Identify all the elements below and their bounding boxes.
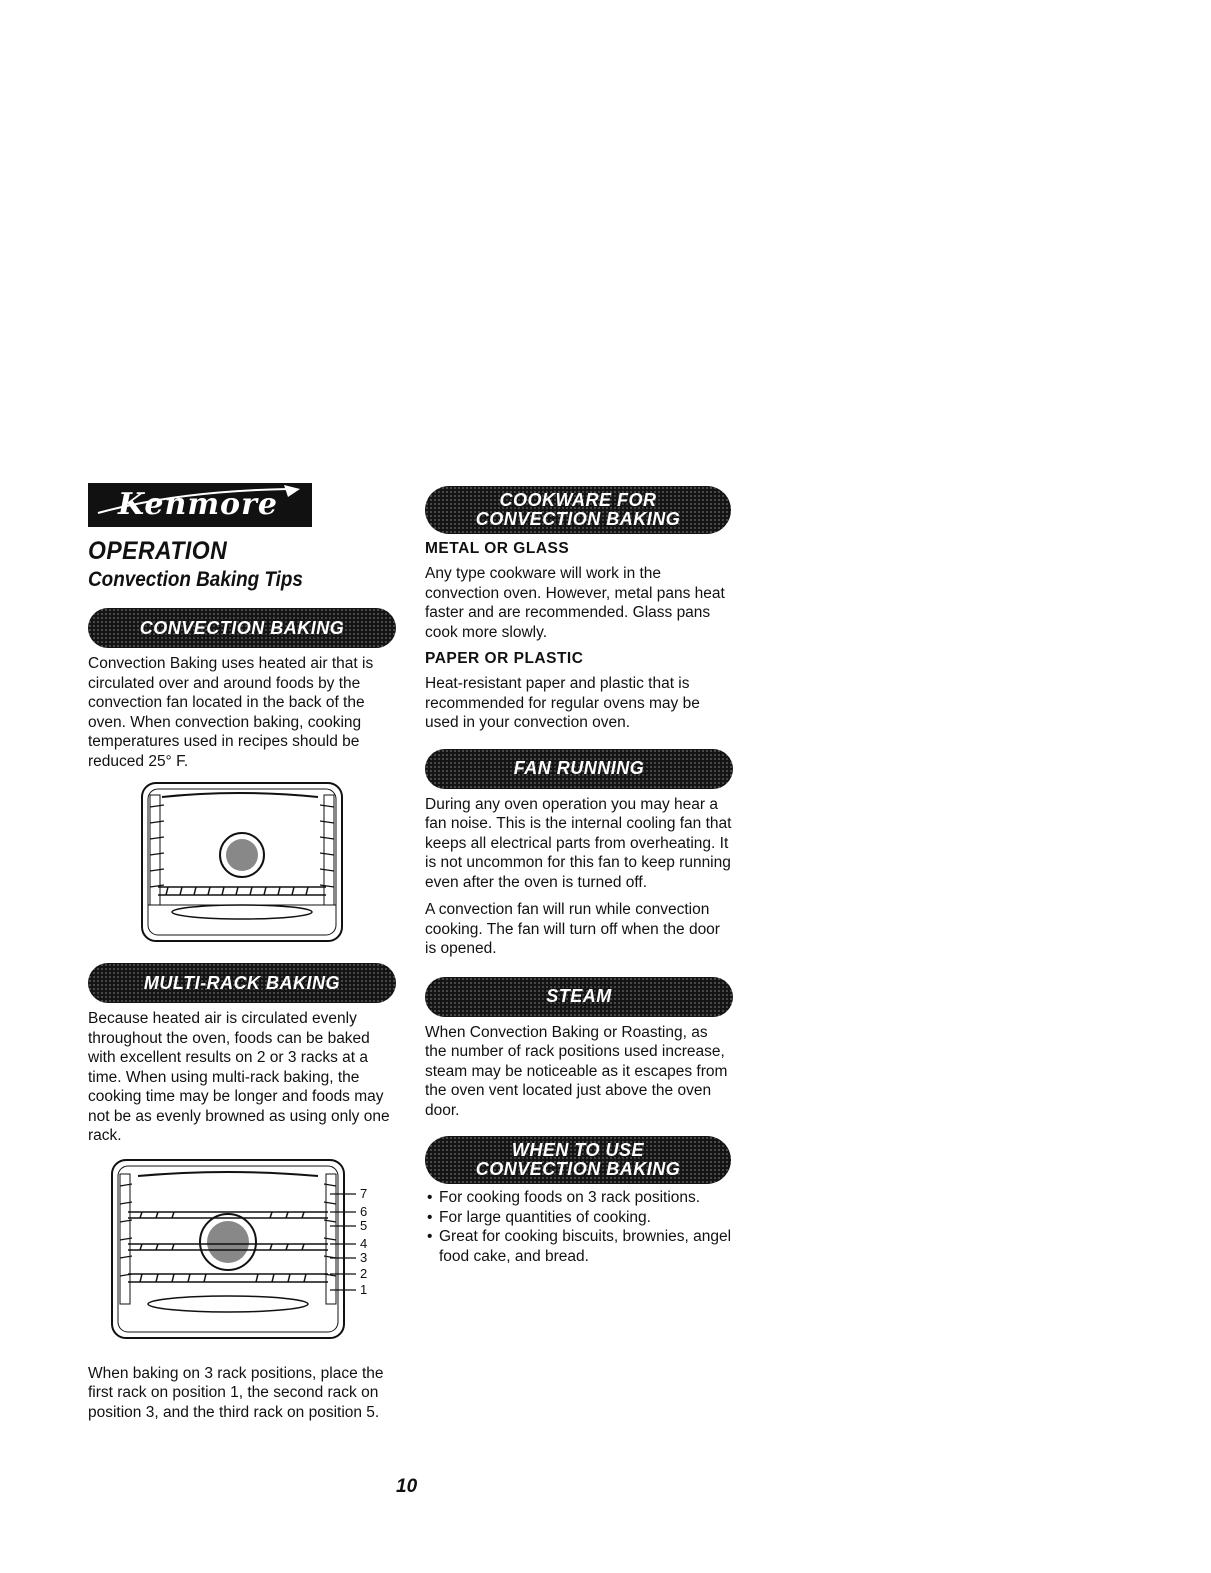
multi-rack-baking-text: Because heated air is circulated evenly throughout the oven, foods can be baked with excellent results on 2 or 3 racks at a time. When using multi-rack baking, the cooking time may be longer and foods may not be as evenly browned as using only one rack. (88, 1010, 390, 1144)
convection-baking-heading: CONVECTION BAKING (88, 608, 396, 648)
cookware-heading: COOKWARE FOR CONVECTION BAKING (425, 486, 731, 534)
left-column (88, 483, 396, 1430)
kenmore-logo (88, 483, 312, 527)
convection-baking-text: Convection Baking uses heated air that is circulated over and around foods by the convection fan located in the back of the oven. When convection baking, cooking temperatures used in recipes should be reduced 25° F. (88, 655, 374, 770)
rack-label-5: 5 (360, 1217, 368, 1233)
oven-diagram-multi-rack (108, 1156, 398, 1346)
rack-label-3: 3 (360, 1249, 368, 1265)
oven-racks-illustration (108, 1156, 398, 1346)
when-to-use-list (425, 1188, 733, 1266)
rack-position-note: When baking on 3 rack positions, place the first rack on position 1, the second rack on position 3, and the third rack on position 5. (88, 1364, 384, 1421)
list-item: • For cooking foods on 3 rack positions. (425, 1188, 733, 1208)
section-title: OPERATION (88, 537, 228, 565)
right-column (425, 486, 733, 1266)
rack-label-1: 1 (360, 1281, 368, 1297)
logo-text: Kenmore (118, 487, 278, 522)
page-number: 10 (396, 1476, 418, 1497)
rack-label-6: 6 (360, 1203, 368, 1219)
rack-label-4: 4 (360, 1235, 368, 1251)
rack-label-7: 7 (360, 1185, 368, 1201)
rack-label-2: 2 (360, 1265, 368, 1281)
oven-diagram-single (138, 779, 398, 949)
multi-rack-baking-heading: MULTI-RACK BAKING (88, 963, 396, 1003)
metal-glass-text: Any type cookware will work in the convection oven. However, metal pans heat faster and are recommended. Glass pans cook more slowly. (425, 565, 725, 641)
when-to-use-heading: WHEN TO USE CONVECTION BAKING (425, 1136, 731, 1184)
list-item: • For large quantities of cooking. (425, 1208, 733, 1228)
page-title: Convection Baking Tips (88, 568, 303, 591)
steam-heading: STEAM (425, 977, 733, 1017)
fan-running-text-1: During any oven operation you may hear a fan noise. This is the internal cooling fan that keeps all electrical parts from overheating. It is not uncommon for this fan to keep running even after the oven is turned off. (425, 795, 732, 891)
metal-glass-heading: METAL OR GLASS (425, 540, 570, 557)
fan-running-text-2: A convection fan will run while convection cooking. The fan will turn off when the door is opened. (425, 901, 720, 957)
paper-plastic-text: Heat-resistant paper and plastic that is recommended for regular ovens may be used in your convection oven. (425, 675, 700, 731)
fan-running-heading: FAN RUNNING (425, 749, 733, 789)
list-item: • Great for cooking biscuits, brownies, angel food cake, and bread. (425, 1227, 733, 1266)
oven-fan-illustration (138, 779, 398, 949)
steam-text: When Convection Baking or Roasting, as the number of rack positions used increase, steam may be noticeable as it escapes from the oven vent located just above the oven door. (425, 1023, 728, 1119)
paper-plastic-heading: PAPER OR PLASTIC (425, 650, 584, 667)
